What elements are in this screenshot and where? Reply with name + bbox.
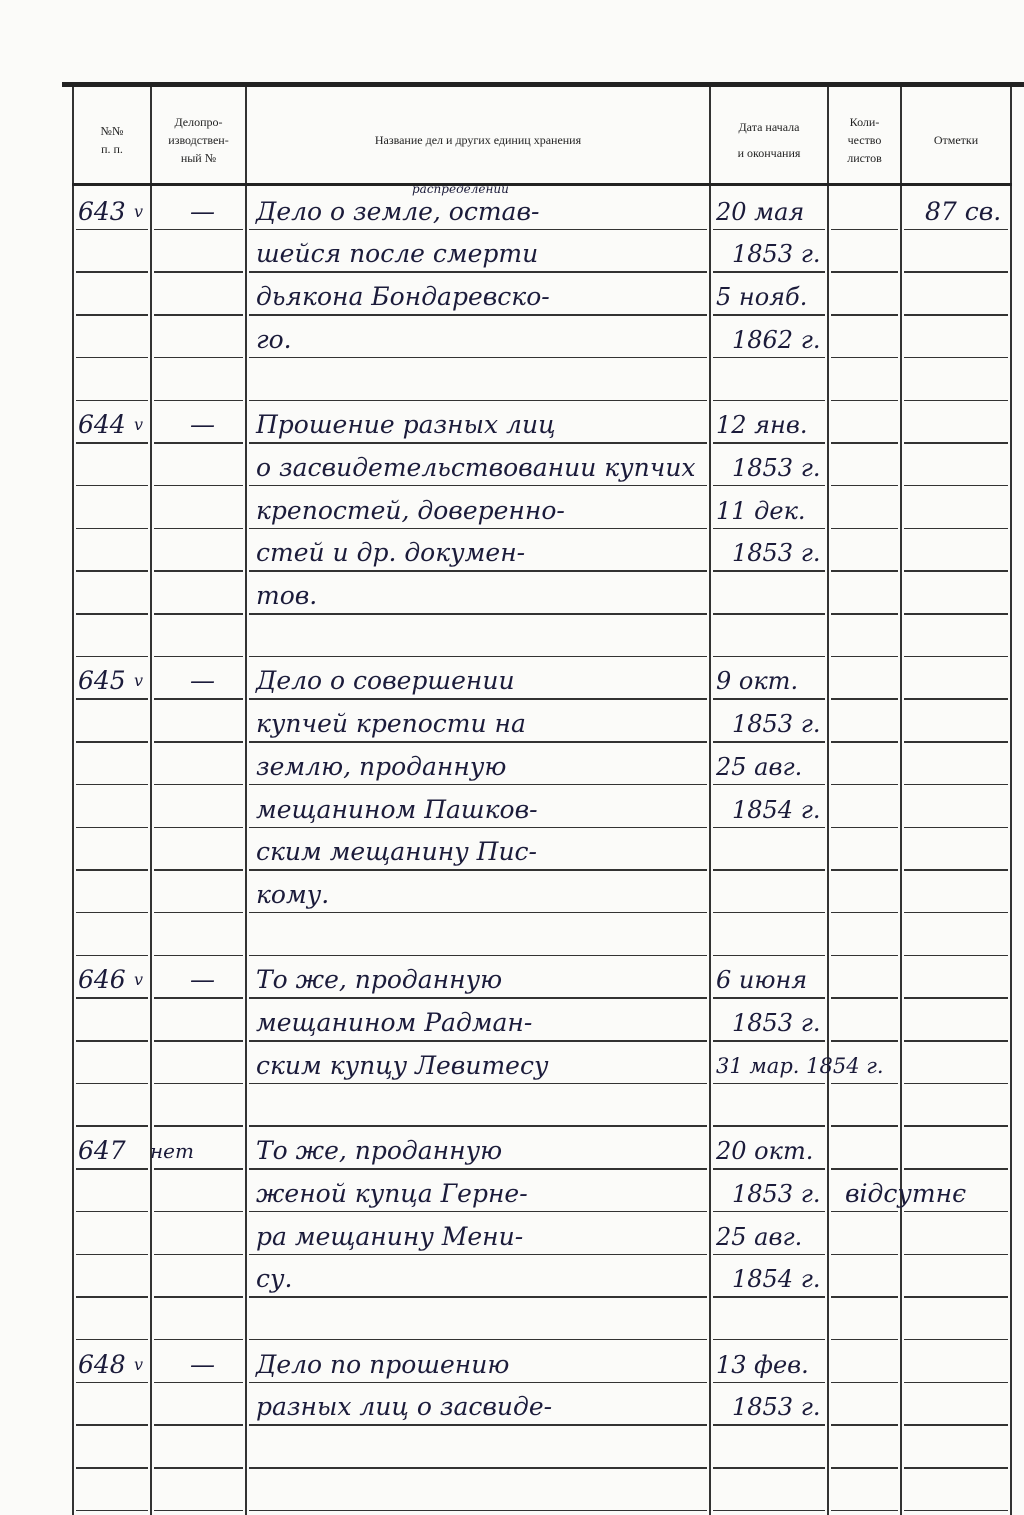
row-rule (154, 1424, 243, 1426)
row-rule (154, 1467, 243, 1469)
row-rule (831, 869, 898, 871)
entry-number: 647 (78, 1136, 126, 1166)
entry-date: 1853 г. (732, 710, 821, 739)
row-rule (831, 1296, 898, 1298)
row-rule (154, 1040, 243, 1042)
row-rule (249, 1125, 707, 1127)
row-rule (249, 955, 707, 957)
entry-title-line: кому. (256, 879, 330, 909)
row-rule (713, 1510, 825, 1512)
row-rule (713, 955, 825, 957)
entry-date: 1854 г. (732, 1265, 821, 1294)
row-rule (249, 1083, 707, 1085)
row-rule (713, 357, 825, 359)
row-rule (249, 570, 707, 572)
check-mark: нет (150, 1139, 194, 1164)
row-rule (249, 1510, 707, 1512)
row-rule (249, 229, 707, 231)
entry-mark: 87 св. (925, 196, 1002, 226)
row-rule (249, 271, 707, 273)
row-rule (713, 1125, 825, 1127)
row-rule (249, 741, 707, 743)
row-rule (831, 1382, 898, 1384)
entry-mark: відсутнє (845, 1178, 967, 1208)
row-rule (713, 485, 825, 487)
row-rule (249, 485, 707, 487)
row-rule (904, 1296, 1008, 1298)
row-rule (249, 1254, 707, 1256)
entry-title-line: То же, проданную (256, 1136, 503, 1166)
row-rule (249, 1467, 707, 1469)
entry-title-line: купчей крепости на (256, 709, 526, 739)
row-rule (249, 1424, 707, 1426)
row-rule (713, 271, 825, 273)
row-rule (904, 1424, 1008, 1426)
row-rule (831, 827, 898, 829)
row-rule (154, 869, 243, 871)
column-divider (709, 87, 711, 1515)
entry-title-line: разных лиц о засвиде- (256, 1392, 553, 1422)
entry-date: 1862 г. (732, 325, 821, 354)
row-rule (713, 1467, 825, 1469)
delo-number: — (190, 196, 215, 226)
row-rule (904, 698, 1008, 700)
row-rule (154, 997, 243, 999)
row-rule (154, 613, 243, 615)
row-rule (76, 656, 148, 658)
row-rule (154, 955, 243, 957)
row-rule (713, 314, 825, 316)
row-rule (249, 1168, 707, 1170)
row-rule (831, 656, 898, 658)
row-rule (154, 357, 243, 359)
entry-date: 1853 г. (732, 453, 821, 482)
row-rule (713, 869, 825, 871)
row-rule (76, 314, 148, 316)
row-rule (249, 1382, 707, 1384)
row-rule (831, 698, 898, 700)
row-rule (904, 1254, 1008, 1256)
row-rule (713, 741, 825, 743)
column-divider (827, 87, 829, 1515)
row-rule (154, 1083, 243, 1085)
row-rule (249, 912, 707, 914)
row-rule (904, 229, 1008, 231)
row-rule (76, 1382, 148, 1384)
check-mark: v (134, 1354, 144, 1374)
row-rule (904, 955, 1008, 957)
entry-title-line: го. (256, 324, 292, 354)
row-rule (154, 1382, 243, 1384)
row-rule (76, 229, 148, 231)
row-rule (249, 528, 707, 530)
row-rule (904, 1083, 1008, 1085)
row-rule (713, 1382, 825, 1384)
row-rule (713, 1339, 825, 1341)
row-rule (76, 400, 148, 402)
row-rule (249, 869, 707, 871)
entry-number: 646 (78, 965, 126, 995)
row-rule (904, 357, 1008, 359)
row-rule (249, 1296, 707, 1298)
row-rule (154, 827, 243, 829)
entry-title-line: Дело о совершении (256, 666, 515, 696)
delo-number: — (190, 1349, 215, 1379)
row-rule (76, 784, 148, 786)
entry-title-line: мещанином Пашков- (256, 794, 538, 824)
entry-title-line: стей и др. докумен- (256, 538, 526, 568)
row-rule (713, 1296, 825, 1298)
row-rule (713, 1211, 825, 1213)
row-rule (154, 1125, 243, 1127)
header-sheets: Коли- чество листов (847, 115, 882, 165)
row-rule (154, 1254, 243, 1256)
header-title: Название дел и других единиц хранения (374, 133, 582, 147)
entry-title-line: су. (256, 1264, 293, 1294)
row-rule (76, 357, 148, 359)
row-rule (76, 1424, 148, 1426)
entry-title-line: ским купцу Левитесу (256, 1050, 549, 1080)
row-rule (904, 1211, 1008, 1213)
row-rule (904, 485, 1008, 487)
row-rule (76, 698, 148, 700)
row-rule (713, 1254, 825, 1256)
row-rule (831, 400, 898, 402)
entry-title-line: шейся после смерти (256, 239, 539, 269)
row-rule (154, 1296, 243, 1298)
row-rule (713, 1040, 825, 1042)
row-rule (154, 656, 243, 658)
row-rule (713, 400, 825, 402)
entry-date: 25 авг. (716, 1222, 803, 1251)
header-dates: Дата начала и окончания (737, 120, 801, 160)
row-rule (831, 1083, 898, 1085)
row-rule (831, 1510, 898, 1512)
entry-title-line: ра мещанину Мени- (256, 1221, 524, 1251)
entry-title-line: женой купца Герне- (256, 1178, 528, 1208)
row-rule (831, 229, 898, 231)
column-divider (900, 87, 902, 1515)
row-rule (831, 1254, 898, 1256)
row-rule (713, 656, 825, 658)
row-rule (831, 741, 898, 743)
entry-date: 11 дек. (716, 496, 806, 525)
row-rule (76, 827, 148, 829)
row-rule (713, 1168, 825, 1170)
row-rule (713, 698, 825, 700)
row-rule (76, 1211, 148, 1213)
row-rule (831, 271, 898, 273)
row-rule (904, 827, 1008, 829)
superscript-correction: распределении (412, 182, 509, 196)
row-rule (831, 1467, 898, 1469)
row-rule (154, 912, 243, 914)
table-top-border (62, 82, 1024, 87)
row-rule (904, 1467, 1008, 1469)
row-rule (831, 528, 898, 530)
row-rule (831, 997, 898, 999)
row-rule (831, 1040, 898, 1042)
row-rule (76, 271, 148, 273)
row-rule (154, 271, 243, 273)
row-rule (76, 442, 148, 444)
row-rule (249, 656, 707, 658)
row-rule (154, 528, 243, 530)
row-rule (904, 314, 1008, 316)
row-rule (831, 1339, 898, 1341)
row-rule (154, 485, 243, 487)
row-rule (831, 357, 898, 359)
header-bottom-border (72, 183, 1012, 186)
row-rule (831, 1424, 898, 1426)
entry-date: 20 окт. (716, 1137, 814, 1166)
row-rule (904, 528, 1008, 530)
entry-title-line: Дело о земле, остав- (256, 196, 540, 226)
entry-date: 1853 г. (732, 240, 821, 269)
check-mark: v (134, 415, 144, 435)
row-rule (831, 1211, 898, 1213)
entry-title-line: землю, проданную (256, 751, 507, 781)
row-rule (154, 442, 243, 444)
row-rule (249, 784, 707, 786)
row-rule (76, 570, 148, 572)
column-divider (72, 87, 74, 1515)
header-num: №№ п. п. (100, 124, 124, 156)
row-rule (154, 1510, 243, 1512)
entry-title-line: То же, проданную (256, 965, 503, 995)
row-rule (249, 442, 707, 444)
row-rule (76, 741, 148, 743)
row-rule (713, 613, 825, 615)
row-rule (831, 955, 898, 957)
row-rule (713, 997, 825, 999)
entry-date: 12 янв. (716, 411, 808, 440)
entry-title-line: крепостей, доверенно- (256, 495, 565, 525)
row-rule (713, 442, 825, 444)
row-rule (904, 1339, 1008, 1341)
entry-title-line: ским мещанину Пис- (256, 837, 537, 867)
delo-number: — (190, 965, 215, 995)
entry-date: 25 авг. (716, 752, 803, 781)
row-rule (76, 997, 148, 999)
row-rule (831, 613, 898, 615)
row-rule (76, 1125, 148, 1127)
row-rule (904, 912, 1008, 914)
row-rule (713, 827, 825, 829)
row-rule (76, 1339, 148, 1341)
row-rule (249, 698, 707, 700)
row-rule (76, 613, 148, 615)
row-rule (831, 570, 898, 572)
row-rule (154, 741, 243, 743)
row-rule (249, 1339, 707, 1341)
row-rule (154, 1211, 243, 1213)
row-rule (831, 1168, 898, 1170)
row-rule (154, 229, 243, 231)
entry-title-line: дьякона Бондаревско- (256, 282, 550, 312)
row-rule (831, 784, 898, 786)
entry-date: 1854 г. (732, 795, 821, 824)
row-rule (154, 698, 243, 700)
row-rule (713, 528, 825, 530)
delo-number: — (190, 666, 215, 696)
row-rule (904, 1040, 1008, 1042)
entry-date: 1853 г. (732, 1179, 821, 1208)
column-divider (1010, 87, 1012, 1515)
row-rule (904, 1125, 1008, 1127)
column-divider (150, 87, 152, 1515)
check-mark: v (134, 671, 144, 691)
entry-number: 645 (78, 666, 126, 696)
row-rule (904, 271, 1008, 273)
entry-date: 6 июня (716, 966, 808, 995)
row-rule (76, 1510, 148, 1512)
header-marks: Отметки (933, 133, 979, 147)
row-rule (249, 314, 707, 316)
row-rule (713, 784, 825, 786)
row-rule (831, 912, 898, 914)
entry-date: 1853 г. (732, 539, 821, 568)
entry-title-line: мещанином Радман- (256, 1008, 533, 1037)
entry-number: 648 (78, 1349, 126, 1379)
delo-number: — (190, 410, 215, 440)
entry-date: 1853 г. (732, 1393, 821, 1422)
row-rule (904, 869, 1008, 871)
row-rule (713, 912, 825, 914)
row-rule (904, 784, 1008, 786)
row-rule (831, 442, 898, 444)
row-rule (76, 1296, 148, 1298)
row-rule (904, 1510, 1008, 1512)
row-rule (713, 570, 825, 572)
row-rule (904, 442, 1008, 444)
check-mark: v (134, 970, 144, 990)
row-rule (76, 485, 148, 487)
row-rule (76, 1083, 148, 1085)
entry-number: 643 (78, 196, 126, 226)
entry-title-line: тов. (256, 581, 318, 610)
row-rule (76, 1168, 148, 1170)
row-rule (904, 613, 1008, 615)
header-delo-no: Делопро- изводствен- ный № (168, 115, 229, 165)
row-rule (831, 485, 898, 487)
row-rule (249, 613, 707, 615)
row-rule (249, 997, 707, 999)
row-rule (904, 400, 1008, 402)
entry-title-line: о засвидетельствовании купчих (256, 452, 696, 482)
column-divider (245, 87, 247, 1515)
row-rule (154, 314, 243, 316)
row-rule (904, 1382, 1008, 1384)
row-rule (713, 1424, 825, 1426)
entry-title-line: Дело по прошению (256, 1349, 510, 1379)
row-rule (76, 912, 148, 914)
row-rule (154, 570, 243, 572)
row-rule (154, 400, 243, 402)
row-rule (154, 1339, 243, 1341)
row-rule (249, 357, 707, 359)
row-rule (249, 827, 707, 829)
row-rule (76, 1254, 148, 1256)
row-rule (249, 1211, 707, 1213)
row-rule (831, 1125, 898, 1127)
row-rule (76, 528, 148, 530)
row-rule (904, 570, 1008, 572)
entry-date: 31 мар. 1854 г. (716, 1053, 884, 1078)
row-rule (154, 784, 243, 786)
row-rule (76, 869, 148, 871)
row-rule (76, 955, 148, 957)
row-rule (904, 997, 1008, 999)
entry-date: 5 нояб. (716, 283, 808, 312)
entry-date: 9 окт. (716, 667, 799, 696)
row-rule (904, 656, 1008, 658)
entry-date: 13 фев. (716, 1350, 809, 1379)
row-rule (249, 400, 707, 402)
check-mark: v (134, 201, 144, 221)
row-rule (249, 1040, 707, 1042)
row-rule (904, 741, 1008, 743)
entry-date: 1853 г. (732, 1009, 821, 1037)
row-rule (76, 1040, 148, 1042)
row-rule (713, 1083, 825, 1085)
entry-date: 20 мая (716, 197, 805, 226)
row-rule (713, 229, 825, 231)
row-rule (154, 1168, 243, 1170)
entry-number: 644 (78, 410, 126, 440)
row-rule (831, 314, 898, 316)
row-rule (904, 1168, 1008, 1170)
row-rule (76, 1467, 148, 1469)
entry-title-line: Прошение разных лиц (256, 410, 556, 440)
